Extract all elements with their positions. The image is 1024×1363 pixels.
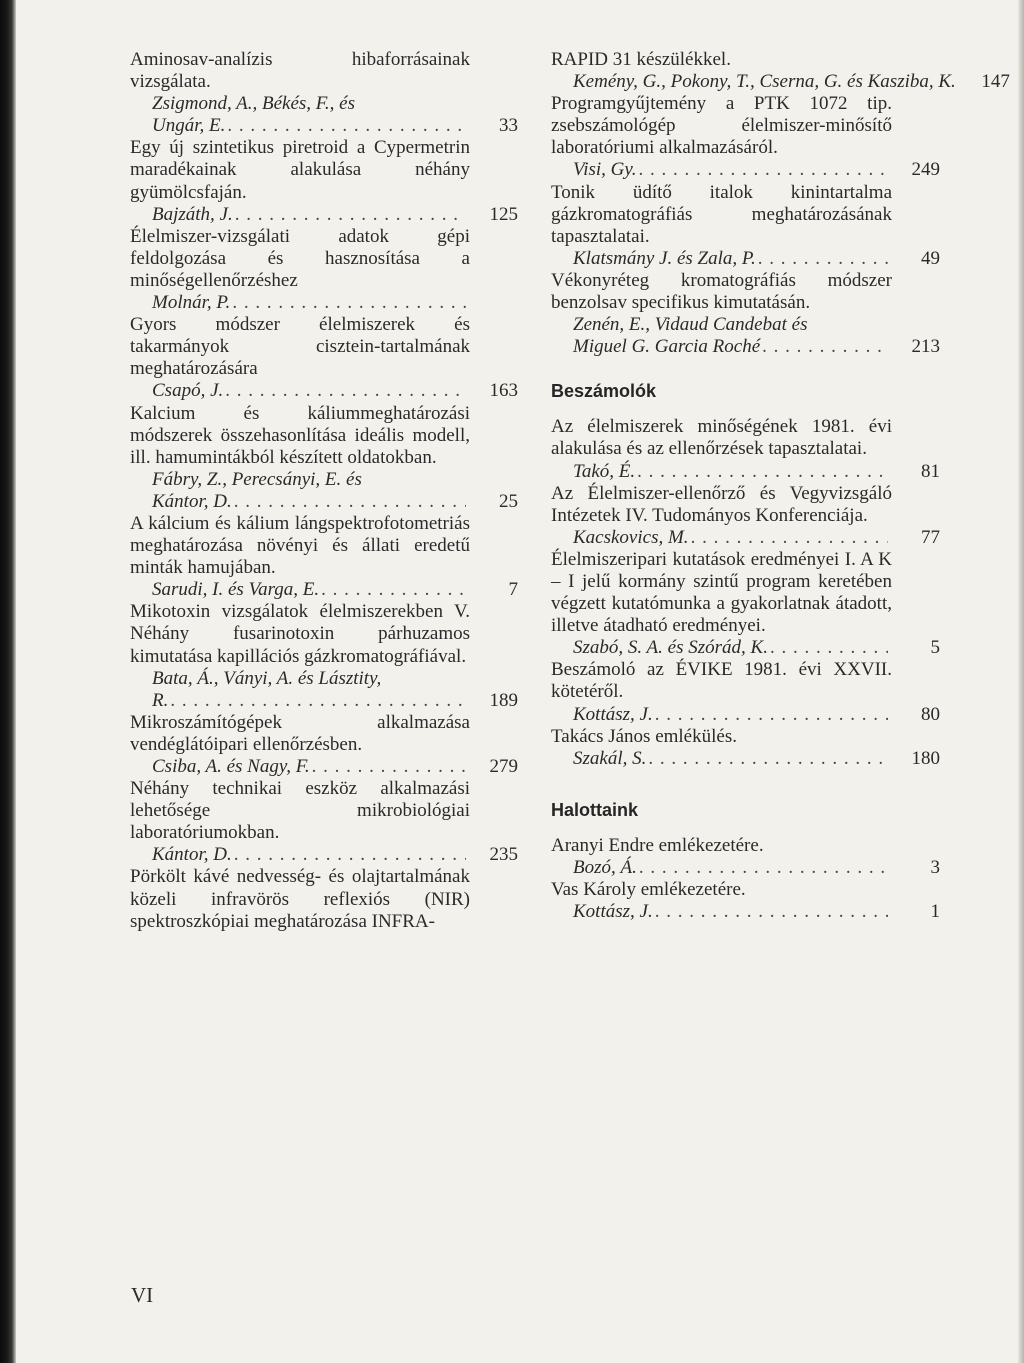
entry-title: Vas Károly emlékezetére. (551, 879, 746, 900)
entry-author: Szakál, S. (573, 747, 647, 769)
entry-title: Programgyűjtemény a PTK 1072 tip. zsebszámológép élelmiszer-minősítő laboratóriumi alkalmazásáról. (551, 93, 892, 159)
entry-author-line (130, 204, 518, 226)
dot-leader (655, 901, 888, 923)
toc-entry (551, 879, 940, 923)
toc-entry (130, 513, 518, 601)
entry-page-number: 213 (911, 336, 940, 358)
entry-title: Élelmiszer-vizsgálati adatok gépi feldolgozása és hasznosítása a minőségellenőrzéshez (130, 225, 470, 291)
entry-title: Takács János emlékülés. (551, 725, 737, 747)
entry-author-line (551, 748, 940, 770)
dot-leader (235, 204, 466, 226)
toc-entry (551, 182, 940, 270)
dot-leader (170, 690, 466, 712)
entry-author: Zenén, E., Vidaud Candebat és (573, 314, 808, 336)
entry-title: Élelmiszeripari kutatások eredményei I. A K – I jelű kormány szintű program keretében végzett kutatómunka a gyakorlatnak átadott, illetve átadható eredményei. (551, 548, 892, 637)
toc-entry (551, 726, 940, 770)
toc-entry (130, 712, 518, 778)
entry-author: Molnár, P. (152, 292, 231, 314)
page-number-folio: VI (131, 1283, 154, 1307)
entry-author: Szabó, S. A. és Szórád, K. (573, 637, 768, 659)
dot-leader (312, 756, 466, 778)
dot-leader (225, 380, 466, 402)
entry-page-number: 125 (489, 203, 518, 225)
entry-page-number: 25 (499, 490, 518, 512)
entry-title: Mikotoxin vizsgálatok élelmiszerekben V. Néhány fusarinotoxin párhuzamos kimutatása kapillációs gázkromatográfiával. (130, 601, 470, 667)
entry-page-number: 279 (489, 756, 518, 777)
entry-author-line (130, 491, 518, 513)
entry-author-line (551, 901, 940, 923)
entry-title: Mikroszámítógépek alkalmazása vendéglátóipari ellenőrzésben. (130, 711, 470, 755)
entry-author: Klatsmány J. és Zala, P. (573, 247, 756, 269)
entry-author: Fábry, Z., Perecsányi, E. és (152, 468, 362, 490)
entry-author: Kemény, G., Pokony, T., Cserna, G. és Kasziba, K. (573, 71, 956, 93)
entry-page-number: 249 (911, 159, 940, 181)
dot-leader (758, 248, 888, 270)
entry-author-line (130, 380, 518, 402)
toc-entry (130, 866, 518, 932)
dot-leader (637, 461, 888, 483)
entry-author: R. (152, 689, 169, 711)
dot-leader (655, 704, 888, 726)
entry-page-number: 80 (921, 703, 940, 725)
dot-leader (234, 844, 466, 866)
dot-leader (691, 527, 888, 549)
toc-entry (551, 659, 940, 725)
entry-page-number: 3 (930, 856, 940, 878)
dot-leader (762, 336, 888, 358)
entry-author-line (130, 756, 518, 778)
toc-entry (130, 778, 518, 866)
entry-page-number: 235 (489, 844, 518, 866)
entry-author: Miguel G. Garcia Roché (573, 336, 761, 358)
entry-title: A kálcium és kálium lángspektrofotometriás meghatározása növényi és állati eredetű minták hamujában. (130, 512, 470, 579)
entry-author-line (551, 71, 1010, 93)
entry-title: Kalcium és káliummeghatározási módszerek összehasonlítása ideális modell, ill. hamumintákból készített oldatokban. (130, 402, 470, 468)
toc-entry (130, 137, 518, 225)
entry-author-line (551, 248, 940, 270)
entry-title: Aminosav-analízis hibaforrásainak vizsgálata. (130, 49, 470, 93)
toc-entry (130, 314, 518, 402)
entry-page-number: 33 (499, 115, 518, 137)
entry-page-number: 49 (921, 247, 940, 269)
entry-author-line (130, 115, 518, 137)
entry-author: Kottász, J. (573, 703, 653, 725)
entry-author: Csapó, J. (152, 380, 224, 402)
entry-author: Kántor, D. (152, 844, 232, 866)
entry-page-number: 189 (489, 689, 518, 711)
obituary-entries (551, 835, 940, 923)
toc-entry (551, 93, 940, 181)
entry-author-line (130, 469, 518, 491)
entry-title: Aranyi Endre emlékezetére. (551, 834, 764, 856)
dot-leader (227, 115, 466, 137)
entry-page-number: 77 (921, 526, 940, 548)
entry-author-line (551, 637, 940, 659)
entry-author-line (130, 579, 518, 601)
entry-author: Bozó, Á. (573, 856, 637, 878)
dot-leader (639, 159, 888, 181)
entry-title: Beszámoló az ÉVIKE 1981. évi XXVII. kötetéről. (551, 659, 892, 703)
page-right-edge (1018, 0, 1024, 1363)
entry-title: Pörkölt kávé nedvesség- és olajtartalmának közeli infravörös reflexiós (NIR) spektroszkópiai meghatározása INFRA- (130, 866, 470, 932)
entry-author: Visi, Gy. (573, 159, 637, 181)
entry-page-number: 147 (981, 71, 1010, 93)
entry-title: RAPID 31 készülékkel. (551, 49, 731, 70)
entry-author-line (130, 690, 518, 712)
entry-page-number: 7 (508, 579, 518, 601)
toc-entry (551, 270, 940, 358)
entry-author-line (551, 314, 940, 336)
entry-author-line (130, 844, 518, 866)
toc-entry (130, 226, 518, 314)
entry-author: Ungár, E. (152, 115, 226, 137)
entry-title: Gyors módszer élelmiszerek és takarmányok cisztein-tartalmának meghatározására (130, 314, 470, 380)
entry-author-line (130, 668, 518, 690)
entry-author-line (551, 704, 940, 726)
dot-leader (234, 491, 466, 513)
dot-leader (770, 637, 888, 659)
entry-title: Az Élelmiszer-ellenőrző és Vegyvizsgáló Intézetek IV. Tudományos Konferenciája. (551, 482, 892, 526)
toc-entry (130, 49, 518, 137)
dot-leader (321, 579, 466, 601)
entry-title: Vékonyréteg kromatográfiás módszer benzolsav specifikus kimutatásán. (551, 269, 892, 314)
entry-page-number: 163 (489, 380, 518, 402)
toc-right-column (551, 49, 1010, 923)
entry-author: Takó, É. (573, 460, 636, 482)
toc-entry (551, 49, 1010, 93)
entry-author: Bajzáth, J. (152, 203, 233, 225)
dot-leader (639, 857, 888, 879)
section-heading-obituaries: Halottaink (551, 799, 639, 820)
entry-title: Egy új szintetikus piretroid a Cypermetrin maradékainak alakulása néhány gyümölcsfaján. (130, 137, 470, 203)
entry-author: Zsigmond, A., Békés, F., és (152, 93, 356, 115)
entry-author-line (551, 336, 940, 358)
toc-entry (130, 403, 518, 513)
entry-author-line (551, 857, 940, 879)
entry-author-line (551, 527, 940, 549)
entry-author: Kottász, J. (573, 901, 653, 923)
entry-author-line (130, 93, 518, 115)
reports-entries (551, 416, 940, 770)
entry-page-number: 5 (930, 637, 940, 659)
entry-title: Az élelmiszerek minőségének 1981. évi alakulása és az ellenőrzések tapasztalatai. (551, 416, 892, 460)
entry-author: Sarudi, I. és Varga, E. (152, 579, 320, 601)
entry-author-line (130, 292, 518, 314)
toc-entry (551, 416, 940, 482)
entry-author: Kacskovics, M. (573, 526, 689, 548)
entry-author: Csiba, A. és Nagy, F. (152, 756, 310, 777)
dot-leader (232, 292, 466, 314)
book-spine-edge (0, 0, 16, 1363)
entry-page-number: 180 (911, 747, 940, 769)
entry-title: Tonik üdítő italok kinintartalma gázkromatográfiás meghatározásának tapasztalatai. (551, 181, 892, 247)
entry-author-line (551, 159, 940, 181)
toc-entry (551, 483, 940, 549)
section-heading-reports: Beszámolók (551, 381, 657, 402)
dot-leader (648, 748, 888, 770)
entry-author: Bata, Á., Ványi, A. és Lásztity, (152, 667, 382, 689)
toc-continued-entries (551, 49, 1010, 358)
toc-entry (551, 835, 940, 879)
entry-page-number: 1 (930, 901, 940, 923)
entry-page-number: 81 (921, 460, 940, 482)
toc-left-column (130, 49, 518, 933)
entry-author-line (551, 461, 940, 483)
toc-entry (551, 549, 940, 659)
entry-title: Néhány technikai eszköz alkalmazási lehetősége mikrobiológiai laboratóriumokban. (130, 778, 470, 844)
toc-entry (130, 601, 518, 711)
entry-author: Kántor, D. (152, 490, 232, 512)
